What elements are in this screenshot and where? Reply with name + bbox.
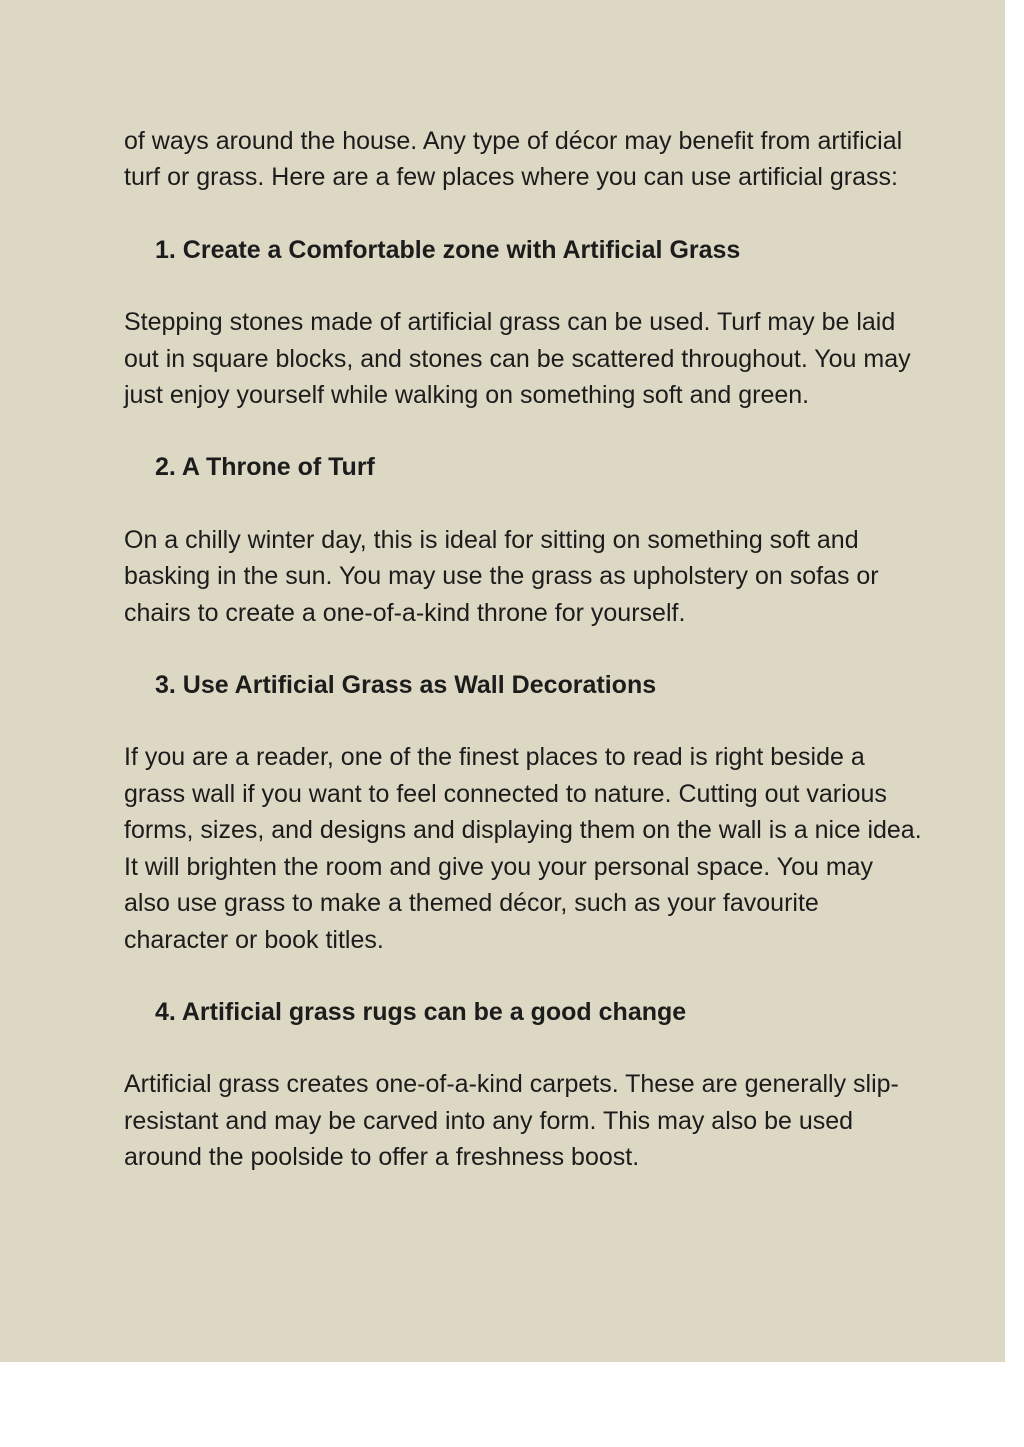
section-body-comfortable-zone: Stepping stones made of artificial grass can be used. Turf may be laid out in square blocks, and stones can be scattered throughout. You may just enjoy yourself while walking on something soft and green.: [124, 308, 911, 410]
document-content: [124, 123, 924, 1176]
section-body-throne-of-turf: On a chilly winter day, this is ideal for sitting on something soft and basking in the sun. You may use the grass as upholstery on sofas or chairs to create a one-of-a-kind throne for yourself.: [124, 525, 879, 627]
section-heading-wall-decorations: 3. Use Artificial Grass as Wall Decorations: [155, 671, 657, 700]
section-heading-throne-of-turf: 2. A Throne of Turf: [155, 453, 375, 482]
section-body-wall-decorations: If you are a reader, one of the finest places to read is right beside a grass wall if you want to feel connected to nature. Cutting out various forms, sizes, and designs and displaying them on the wall is a nice idea. It will brighten the room and give you your personal space. You may also use grass to make a themed décor, such as your favourite character or book titles.: [124, 743, 922, 954]
section-heading-comfortable-zone: 1. Create a Comfortable zone with Artificial Grass: [155, 235, 741, 264]
section-body-grass-rugs: Artificial grass creates one-of-a-kind carpets. These are generally slip-resistant and may be carved into any form. This may also be used around the poolside to offer a freshness boost.: [124, 1070, 899, 1172]
section-heading-grass-rugs: 4. Artificial grass rugs can be a good change: [155, 997, 687, 1026]
intro-paragraph: of ways around the house. Any type of décor may benefit from artificial turf or grass. Here are a few places where you can use artificial grass:: [124, 127, 903, 192]
